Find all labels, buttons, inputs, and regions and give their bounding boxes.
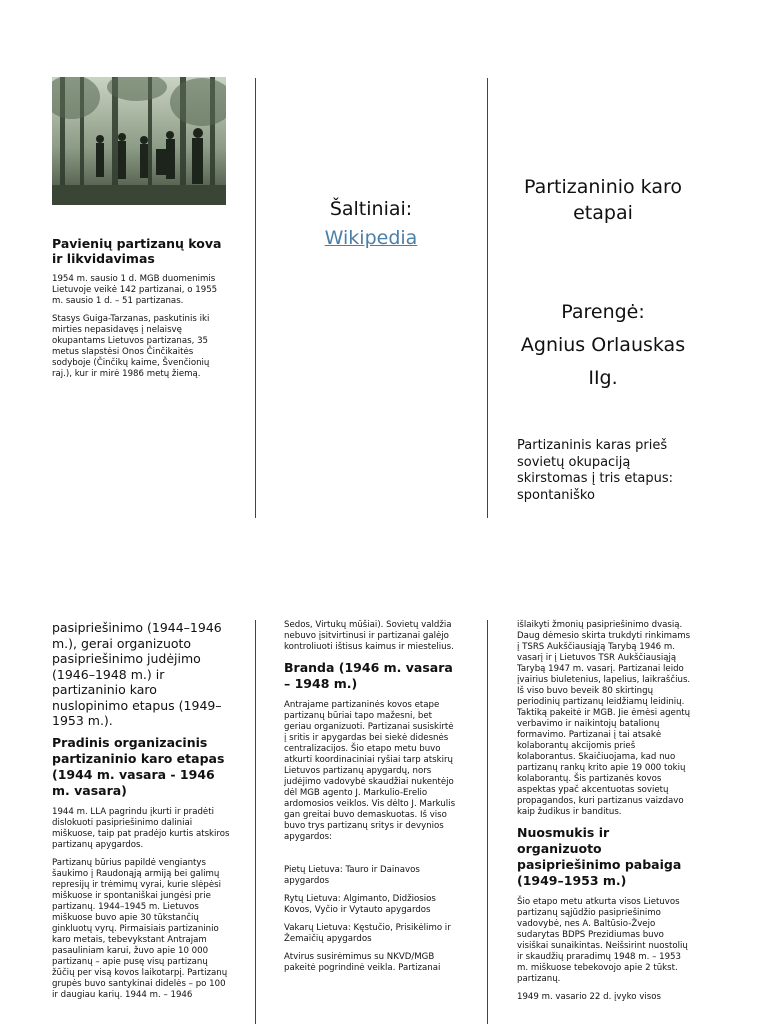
column-divider <box>255 620 256 1024</box>
section-heading: Pradinis organizacinis partizaninio karo etapas (1944 m. vasara - 1946 m. vasara) <box>52 734 225 798</box>
paragraph: 1949 m. vasario 22 d. įvyko visos <box>517 992 661 1002</box>
paragraph: 1944 m. LLA pagrindu įkurti ir pradėti dislokuoti pasipriešinimo daliniai miškuose, taip pat pradėjo kurtis atskiros partizanų apygardos. <box>52 806 230 850</box>
stages-column-2 <box>284 620 456 981</box>
paragraph: Šio etapo metu atkurta visos Lietuvos partizanų sąjūdžio pasipriešinimo vadovybė, nes A. Baltūsio-Žvejo sudarytas BDPS Prezidiumas buvo visiškai sunaikintas. Neišsirint nuostolių ir skaudžių praradimų 1948 m. – 1953 m. miškuose tebekovojo apie 2 tūkst. partizanų. <box>517 897 688 984</box>
lead-text: pasipriešinimo (1944–1946 m.), gerai organizuoto pasipriešinimo judėjimo (1946–1948 m.) ir partizaninio karo nuslopinimo etapus (1949–1953 m.). <box>52 620 222 728</box>
stages-column-3 <box>517 620 691 1010</box>
isolated-partisans-section <box>52 236 230 387</box>
intro-block <box>517 438 702 504</box>
sources-label: Šaltiniai: <box>329 198 413 220</box>
paragraph: Pietų Lietuva: Tauro ir Dainavos apygardos <box>284 865 420 886</box>
stages-column-1 <box>52 620 230 1008</box>
section-heading: Nuosmukis ir organizuoto pasipriešinimo pabaiga (1949–1953 m.) <box>517 825 682 888</box>
paragraph: Partizanų būrius papildė vengiantys šaukimo į Raudonąją armiją bei galimų represijų ir trėmimų vyrai, kurie slėpėsi miškuose ir spontaniškai jungėsi prie partizanų. 1944–1945 m. Lietuvos miškuose buvo apie 30 tūkstančių ginkluotų vyrų. Pirmaisiais partizaninio karo metais, tebevykstant Antrajam pasauliniam karui, žuvo apie 10 000 partizanų – apie pusę visų partizanų žūčių per visą kovos laikotarpį. Partizanų grupės buvo santykinai didelės – po 100 ir daugiau karių. 1944 m. – 1946 <box>52 857 228 1000</box>
author-name: Agnius Orlauskas <box>520 334 686 356</box>
author-class: IIg. <box>588 367 618 389</box>
paragraph: Atvirus susirėmimus su NKVD/MGB pakeitė pogrindinė veikla. Partizanai <box>284 952 441 973</box>
paragraph: Stasys Guiga-Tarzanas, paskutinis iki mirties nepasidavęs į nelaisvę okupantams Lietuvos partizanas, 35 metus slapstėsi Onos Činčikaitės sodyboje (Činčikų kaime, Švenčionių raj.), kur ir mirė 1986 metų žiemą. <box>52 314 210 379</box>
paragraph: išlaikyti žmonių pasipriešinimo dvasią. Daug dėmesio skirta trukdyti rinkimams į TSRS Aukščiausiąją Tarybą 1946 m. vasarį ir į Lietuvos TSR Aukščiausiąją Tarybą 1947 m. vasarį. Partizanai leido įvairius biuletenius, lapelius, laikraščius. Iš viso buvo beveik 80 skirtingų periodinių partizanų leidžiamų leidinių. Taktiką pakeitė ir MGB. Jie ėmėsi agentų verbavimo ir naikintojų batalionų formavimo. Partizanai į tai atsakė kolaborantų akcijomis prieš kolaborantus. Skaičiuojama, kad nuo partizanų rankų krito apie 19 000 tokių kolaborantų. Šis partizanės kovos aspektas ypač akcentuotas sovietų propagandos, kuri partizanus vaizdavo kaip žudikus ir banditus. <box>517 620 691 817</box>
intro-text: Partizaninis karas prieš sovietų okupaciją skirstomas į tris etapus: spontaniško <box>517 438 674 503</box>
document-title: Partizaninio karo etapai <box>523 176 683 224</box>
paragraph: 1954 m. sausio 1 d. MGB duomenimis Lietuvoje veikė 142 partizanai, o 1955 m. sausio 1 d. – 51 partizanas. <box>52 274 218 306</box>
section-heading: Branda (1946 m. vasara – 1948 m.) <box>284 660 453 691</box>
paragraph: Rytų Lietuva: Algimanto, Didžiosios Kovos, Vyčio ir Vytauto apygardos <box>284 894 436 915</box>
partisans-photo <box>52 77 226 205</box>
sources-block <box>262 196 480 251</box>
column-divider <box>487 78 488 518</box>
wikipedia-link[interactable]: Wikipedia <box>324 227 418 249</box>
column-divider <box>255 78 256 518</box>
paragraph: Sedos, Virtukų mūšiai). Sovietų valdžia nebuvo įsitvirtinusi ir partizanai galėjo kontroliuoti ištisus kaimus ir miestelius. <box>284 620 454 652</box>
section-heading: Pavienių partizanų kova ir likvidavimas <box>52 236 222 266</box>
author-block <box>500 296 706 395</box>
forest-partisans-image <box>52 77 226 205</box>
paragraph: Antrajame partizaninės kovos etape partizanų būriai tapo mažesni, bet geriau organizuoti. Partizanai susiskirtė į sritis ir apygardas bei siekė didesnės centralizacijos. Šio etapo metu buvo atkurti koordinaciniai ryšiai tarp atskirų Lietuvos partizanų apygardų, nors judėjimo vadovybė skaudžiai nukentėjo dėl MGB agento J. Markulio-Erelio ardomosios veiklos. Vis dėlto J. Markulis gan greitai buvo demaskuotas. Iš viso buvo trys partizanų sritys ir devynios apygardos: <box>284 700 456 842</box>
column-divider <box>487 620 488 1024</box>
prepared-label: Parengė: <box>561 301 645 323</box>
paragraph: Vakarų Lietuva: Kęstučio, Prisikėlimo ir Žemaičių apygardos <box>284 923 451 944</box>
